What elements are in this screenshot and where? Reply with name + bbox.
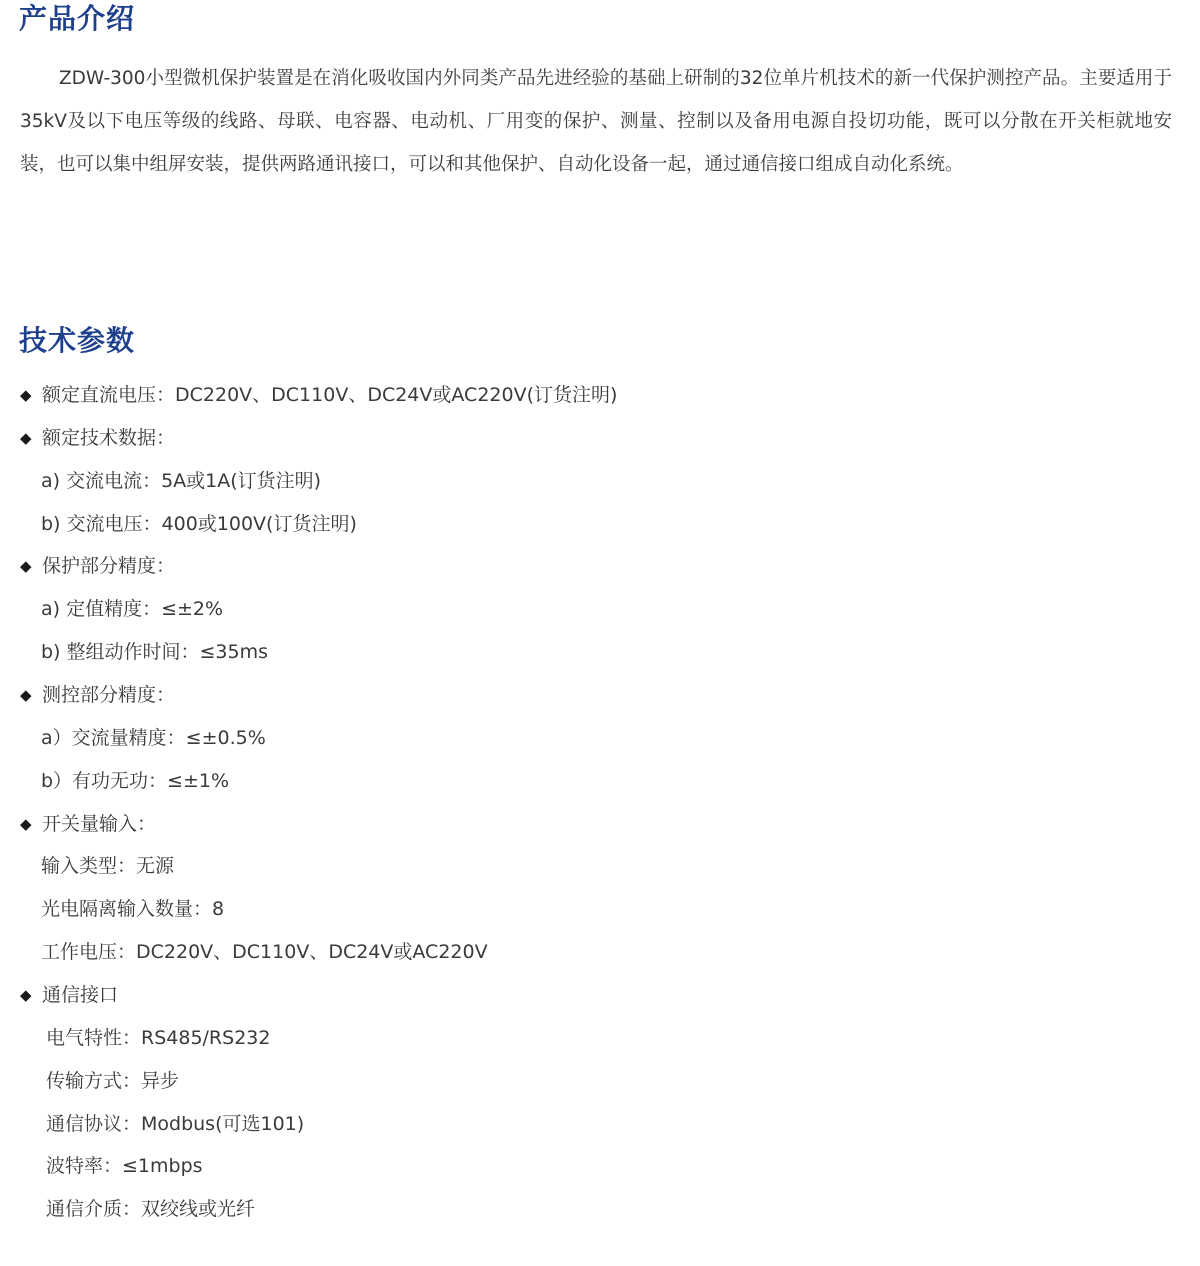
spec-power-accuracy: b）有功无功：≤±1% bbox=[41, 770, 230, 792]
spec-text: 保护部分精度： bbox=[42, 555, 176, 577]
spec-ac-current: a) 交流电流：5A或1A(订货注明) bbox=[41, 470, 322, 492]
diamond-bullet-icon: ◆ bbox=[20, 815, 32, 833]
spec-text: 额定技术数据： bbox=[42, 427, 176, 449]
spec-working-voltage: 工作电压：DC220V、DC110V、DC24V或AC220V bbox=[41, 941, 488, 963]
spec-isolated-input-count: 光电隔离输入数量：8 bbox=[41, 898, 225, 920]
spec-text: 额定直流电压：DC220V、DC110V、DC24V或AC220V(订货注明) bbox=[42, 384, 618, 406]
spec-action-time: b) 整组动作时间：≤35ms bbox=[41, 641, 269, 663]
spec-text: 开关量输入： bbox=[42, 813, 157, 835]
spec-electrical-characteristics: 电气特性：RS485/RS232 bbox=[46, 1027, 271, 1049]
spec-ac-quantity-accuracy: a）交流量精度：≤±0.5% bbox=[41, 727, 266, 749]
spec-rated-data bbox=[20, 429, 175, 448]
spec-text: 通信接口 bbox=[42, 984, 119, 1006]
spec-communication-interface bbox=[20, 986, 118, 1005]
spec-text: 测控部分精度： bbox=[42, 684, 176, 706]
diamond-bullet-icon: ◆ bbox=[20, 986, 32, 1004]
spec-ac-voltage: b) 交流电压：400或100V(订货注明) bbox=[41, 513, 357, 535]
diamond-bullet-icon: ◆ bbox=[20, 386, 32, 404]
spec-baud-rate: 波特率：≤1mbps bbox=[46, 1155, 203, 1177]
intro-heading: 产品介绍 bbox=[19, 2, 136, 35]
spec-protocol: 通信协议：Modbus(可选101) bbox=[46, 1113, 305, 1135]
diamond-bullet-icon: ◆ bbox=[20, 686, 32, 704]
specs-heading: 技术参数 bbox=[19, 324, 136, 357]
spec-measurement-accuracy bbox=[20, 686, 175, 705]
diamond-bullet-icon: ◆ bbox=[20, 557, 32, 575]
spec-input-type: 输入类型：无源 bbox=[41, 855, 175, 877]
spec-setting-accuracy: a) 定值精度：≤±2% bbox=[41, 598, 224, 620]
spec-medium: 通信介质：双绞线或光纤 bbox=[46, 1198, 256, 1220]
spec-switch-input bbox=[20, 815, 156, 834]
spec-transmission-mode: 传输方式：异步 bbox=[46, 1070, 180, 1092]
intro-paragraph: ZDW-300小型微机保护装置是在消化吸收国内外同类产品先进经验的基础上研制的32位单片机技术的新一代保护测控产品。主要适用于35kV及以下电压等级的线路、母联、电容器、电动机、厂用变的保护、测量、控制以及备用电源自投切功能，既可以分散在开关柜就地安装，也可以集中组屏安装，提供两路通讯接口，可以和其他保护、自动化设备一起，通过通信接口组成自动化系统。 bbox=[20, 68, 1172, 175]
spec-protection-accuracy bbox=[20, 557, 175, 576]
diamond-bullet-icon: ◆ bbox=[20, 429, 32, 447]
spec-rated-dc-voltage bbox=[20, 386, 617, 405]
